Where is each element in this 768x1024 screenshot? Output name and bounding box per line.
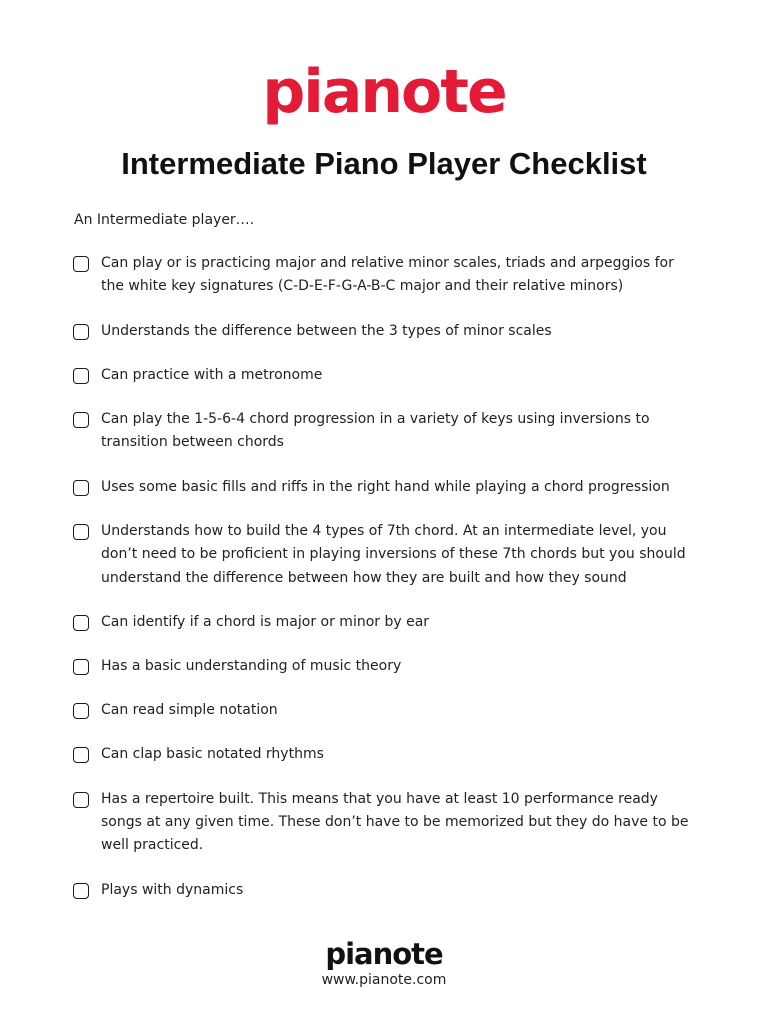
checkbox-icon[interactable] bbox=[73, 792, 89, 808]
checklist-item[interactable] bbox=[73, 655, 698, 678]
checkbox-icon[interactable] bbox=[73, 524, 89, 540]
checklist-item[interactable] bbox=[73, 476, 698, 499]
checkbox-icon[interactable] bbox=[73, 412, 89, 428]
page-title: Intermediate Piano Player Checklist bbox=[121, 146, 647, 181]
checklist-item[interactable] bbox=[73, 699, 698, 722]
checkbox-icon[interactable] bbox=[73, 747, 89, 763]
checklist-item[interactable] bbox=[73, 743, 698, 766]
checklist-item[interactable] bbox=[73, 611, 698, 634]
checkbox-icon[interactable] bbox=[73, 256, 89, 272]
checkbox-icon[interactable] bbox=[73, 324, 89, 340]
checkbox-icon[interactable] bbox=[73, 480, 89, 496]
checklist-item-text: Can read simple notation bbox=[101, 702, 278, 719]
checklist-item[interactable] bbox=[73, 364, 698, 387]
checkbox-icon[interactable] bbox=[73, 703, 89, 719]
checklist-item-text: Understands the difference between the 3 types of minor scales bbox=[101, 322, 552, 339]
checklist-item[interactable] bbox=[73, 408, 698, 455]
checklist bbox=[73, 252, 698, 923]
checklist-item-text: Can play or is practicing major and relative minor scales, triads and arpeggios for the white key signatures (C-D-E-F-G-A-B-C major and their relative minors) bbox=[101, 255, 674, 295]
checkbox-icon[interactable] bbox=[73, 659, 89, 675]
checkbox-icon[interactable] bbox=[73, 368, 89, 384]
checklist-item-text: Can practice with a metronome bbox=[101, 366, 323, 383]
checklist-item-text: Has a repertoire built. This means that you have at least 10 performance ready songs at any given time. These don’t have to be memorized but they do have to be well practiced. bbox=[101, 790, 689, 854]
checklist-item-text: Uses some basic fills and riffs in the right hand while playing a chord progression bbox=[101, 478, 670, 495]
checklist-item[interactable] bbox=[73, 520, 698, 590]
checklist-item[interactable] bbox=[73, 252, 698, 299]
checkbox-icon[interactable] bbox=[73, 615, 89, 631]
checklist-item[interactable] bbox=[73, 320, 698, 343]
intro-text: An Intermediate player…. bbox=[74, 212, 255, 228]
checklist-item-text: Understands how to build the 4 types of 7th chord. At an intermediate level, you don’t need to be proficient in playing inversions of these 7th chords but you should understand the difference between how they are built and how they sound bbox=[101, 522, 686, 586]
checkbox-icon[interactable] bbox=[73, 883, 89, 899]
footer-url[interactable]: www.pianote.com bbox=[321, 972, 447, 988]
checklist-item[interactable] bbox=[73, 879, 698, 902]
brand-logo: pianote bbox=[262, 57, 506, 127]
checklist-item-text: Can play the 1-5-6-4 chord progression in a variety of keys using inversions to transition between chords bbox=[101, 411, 650, 451]
footer-logo: pianote bbox=[325, 937, 443, 971]
checklist-item-text: Can clap basic notated rhythms bbox=[101, 746, 324, 763]
checklist-item-text: Has a basic understanding of music theory bbox=[101, 658, 402, 675]
checklist-item-text: Plays with dynamics bbox=[101, 881, 244, 898]
checklist-item-text: Can identify if a chord is major or minor by ear bbox=[101, 613, 430, 630]
checklist-item[interactable] bbox=[73, 788, 698, 858]
